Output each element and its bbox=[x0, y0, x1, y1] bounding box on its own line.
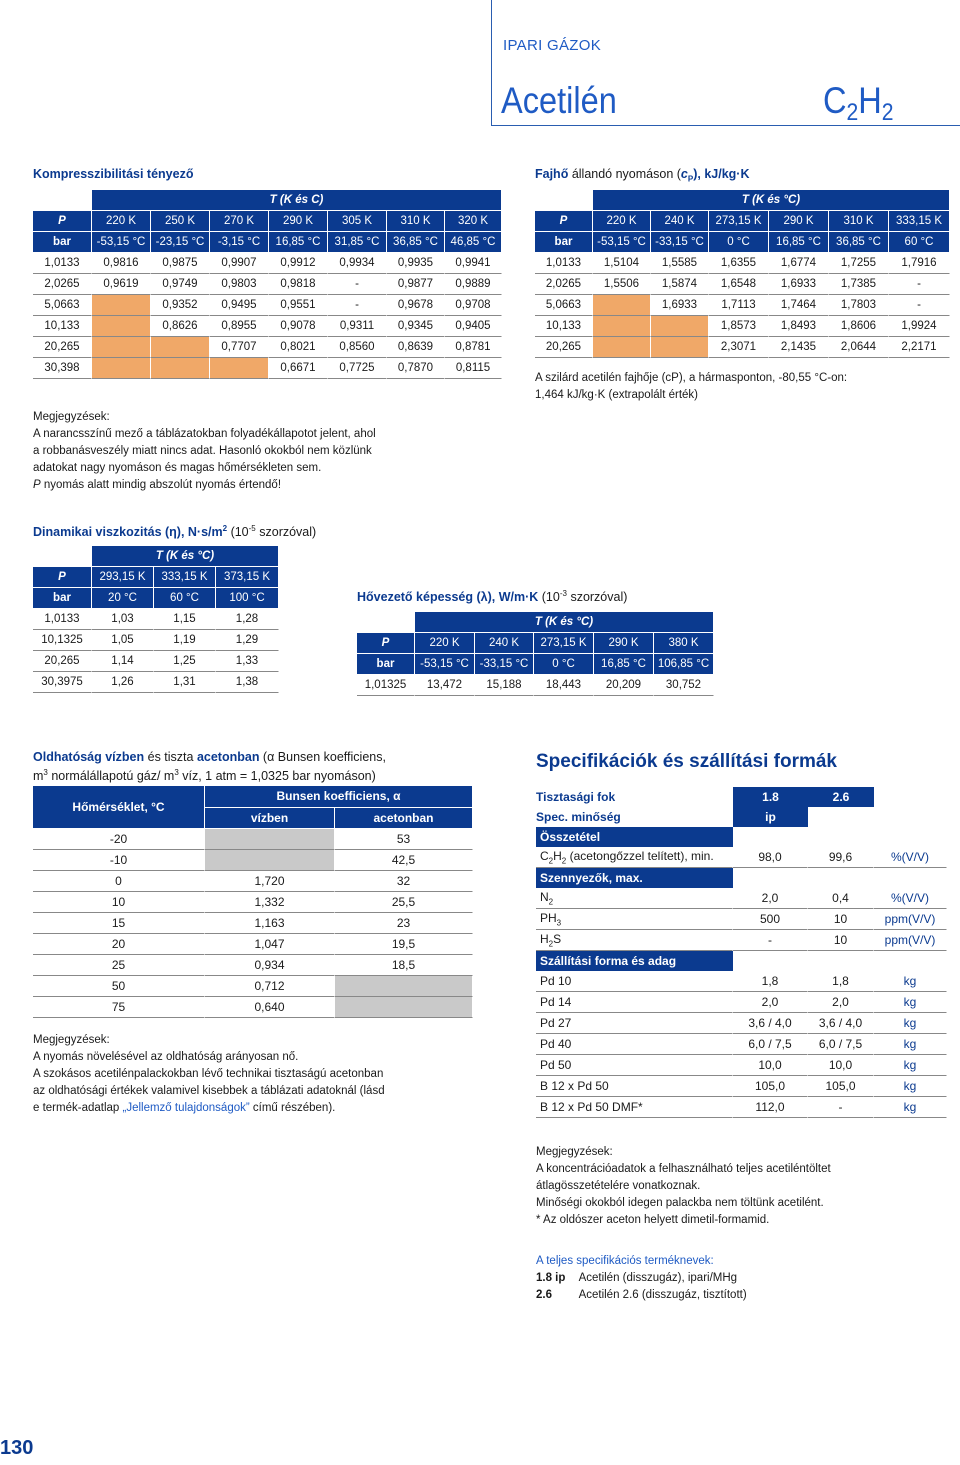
compress-table: T (K és C) P 220 K 250 K 270 K 290 K 305 K 310 K 320 K bar -53,15 °C -23,15 °C -3,15 °C 16,85 °C 31,85 °C 36,85 °C 46,85 °C 1,0133 0,9816 0,9875 0,9907 0,9912 0,9934 0,9935 0,9941 2,0265 0,9619 0,9749 0,9803 0,9818 - 0,9877 0,9889 5,0663 0,9352 0,9495 0,9551 - 0,9678 0,9708 10,133 0,8626 0,8955 0,9078 0,9311 0,9345 0,9405 20,265 0,7707 0,8021 0,8560 0,8639 0,8781 30,398 0,6671 0,7725 0,7870 0,8115 bbox=[33, 190, 502, 379]
table-cell: 10 bbox=[808, 909, 874, 930]
table-row bbox=[33, 316, 502, 337]
table-cell: 0,9941 bbox=[445, 253, 502, 274]
table-cell: 1,8573 bbox=[709, 316, 769, 337]
table-row bbox=[33, 850, 473, 871]
table-cell: 20 bbox=[33, 934, 205, 955]
table-cell: 0,4 bbox=[808, 888, 874, 909]
table-cell: 0,9345 bbox=[387, 316, 445, 337]
table-cell: 1,05 bbox=[92, 630, 154, 651]
table-cell: 30,752 bbox=[654, 675, 714, 696]
table-row bbox=[33, 295, 502, 316]
table-cell: 1,7255 bbox=[829, 253, 889, 274]
table-cell: kg bbox=[874, 1076, 947, 1097]
table-cell: 0,9551 bbox=[269, 295, 328, 316]
table-cell: 0,9749 bbox=[151, 274, 210, 295]
table-cell: 0,8639 bbox=[387, 337, 445, 358]
header-cell: 100 °C bbox=[216, 588, 279, 609]
table-cell: 1,6548 bbox=[709, 274, 769, 295]
table-cell: 50 bbox=[33, 976, 205, 997]
table-cell: -10 bbox=[33, 850, 205, 871]
table-cell: $N_2$ bbox=[536, 888, 733, 909]
table-cell: -20 bbox=[33, 829, 205, 850]
table-row bbox=[536, 992, 947, 1013]
table-row bbox=[33, 976, 473, 997]
table-cell: 1,5104 bbox=[593, 253, 651, 274]
table-cell bbox=[92, 316, 151, 337]
table-cell: 10,1325 bbox=[33, 630, 92, 651]
spec-names: A teljes specifikációs terméknevek: 1.8 ip Acetilén (disszugáz), ipari/MHg 2.6 Acetilén 2.6 (disszugáz, tisztított) bbox=[536, 1255, 747, 1301]
table-cell: 30,3975 bbox=[33, 672, 92, 693]
table-cell: 0,7870 bbox=[387, 358, 445, 379]
table-cell: 0,9818 bbox=[269, 274, 328, 295]
table-cell: 10 bbox=[33, 892, 205, 913]
heat-notes: A szilárd acetilén fajhője (cP), a hármasponton, -80,55 °C-on: 1,464 kJ/kg·K (extrapolált érték) bbox=[535, 372, 848, 401]
header-cell: 290 K bbox=[769, 211, 829, 232]
table-cell: 20,209 bbox=[594, 675, 654, 696]
header-cell: 20 °C bbox=[92, 588, 154, 609]
table-cell: 1,19 bbox=[154, 630, 216, 651]
table-cell: 0,7707 bbox=[210, 337, 269, 358]
table-cell bbox=[92, 358, 151, 379]
table-cell: 1,03 bbox=[92, 609, 154, 630]
table-cell: 10 bbox=[808, 930, 874, 951]
table-row bbox=[536, 1034, 947, 1055]
table-cell: 25 bbox=[33, 955, 205, 976]
table-cell: 1,8 bbox=[733, 971, 808, 992]
table-cell: kg bbox=[874, 1097, 947, 1118]
table-cell bbox=[335, 976, 473, 997]
table-cell: 32 bbox=[335, 871, 473, 892]
table-cell: 2,0 bbox=[733, 992, 808, 1013]
header-cell: 380 K bbox=[654, 633, 714, 654]
table-cell: 42,5 bbox=[335, 850, 473, 871]
table-cell: 1,7113 bbox=[709, 295, 769, 316]
table-cell: 1,0133 bbox=[535, 253, 593, 274]
table-cell: 0,8021 bbox=[269, 337, 328, 358]
header-cell: 0 °C bbox=[709, 232, 769, 253]
compress-t-header: T (K és C) bbox=[92, 190, 502, 211]
header-cell: 273,15 K bbox=[709, 211, 769, 232]
table-row bbox=[535, 295, 950, 316]
table-row bbox=[33, 934, 473, 955]
table-cell: 1,5874 bbox=[651, 274, 709, 295]
header-cell: 220 K bbox=[415, 633, 475, 654]
solub-table: Hőmérséklet, °C Bunsen koefficiens, α vízben acetonban -20 53 -10 42,5 0 1,720 32 10 1,332 25,5 15 1,163 23 20 1,047 19,5 25 0,934 18,5 50 0,712 75 0,640 bbox=[33, 786, 473, 1018]
table-cell: 0,9816 bbox=[92, 253, 151, 274]
table-row bbox=[33, 892, 473, 913]
table-cell: 0,9619 bbox=[92, 274, 151, 295]
table-cell: kg bbox=[874, 1013, 947, 1034]
heat-table: T (K és °C) P 220 K 240 K 273,15 K 290 K 310 K 333,15 K bar -53,15 °C -33,15 °C 0 °C 16,85 °C 36,85 °C 60 °C 1,0133 1,5104 1,5585 1,6355 1,6774 1,7255 1,7916 2,0265 1,5506 1,5874 1,6548 1,6933 1,7385 - 5,0663 1,6933 1,7113 1,7464 1,7803 - 10,133 1,8573 1,8493 1,8606 1,9924 20,265 2,3071 2,1435 2,0644 2,2171 bbox=[535, 190, 950, 358]
header-cell: 373,15 K bbox=[216, 567, 279, 588]
header-cell: -33,15 °C bbox=[651, 232, 709, 253]
table-cell: 0,712 bbox=[205, 976, 335, 997]
table-cell: - bbox=[889, 274, 950, 295]
header-cell: 290 K bbox=[269, 211, 328, 232]
table-cell bbox=[205, 829, 335, 850]
table-cell: 0,9877 bbox=[387, 274, 445, 295]
header-cell: 46,85 °C bbox=[445, 232, 502, 253]
table-cell: 1,047 bbox=[205, 934, 335, 955]
visc-title: Dinamikai viszkozitás (η), $N\cdot s/m^2$ ($10^{-5}$ szorzóval) bbox=[33, 524, 317, 540]
table-cell bbox=[92, 295, 151, 316]
table-cell: 2,2171 bbox=[889, 337, 950, 358]
table-cell: 0,9311 bbox=[328, 316, 387, 337]
table-row bbox=[33, 651, 279, 672]
heat-title: Fajhő állandó nyomáson $(c_P)$, kJ/kg·K bbox=[535, 167, 750, 184]
table-cell: 0,8626 bbox=[151, 316, 210, 337]
header-cell: 16,85 °C bbox=[769, 232, 829, 253]
chemical-formula: $C_2H_2$ bbox=[823, 80, 894, 126]
table-cell bbox=[593, 295, 651, 316]
header-cell: -53,15 °C bbox=[593, 232, 651, 253]
table-cell: 1,6774 bbox=[769, 253, 829, 274]
table-cell bbox=[151, 358, 210, 379]
table-cell: 6,0 / 7,5 bbox=[808, 1034, 874, 1055]
header-cell: 250 K bbox=[151, 211, 210, 232]
table-cell: 20,265 bbox=[33, 337, 92, 358]
header-cell: 16,85 °C bbox=[269, 232, 328, 253]
table-row bbox=[33, 871, 473, 892]
table-cell bbox=[651, 337, 709, 358]
table-cell bbox=[205, 850, 335, 871]
table-cell: 1,9924 bbox=[889, 316, 950, 337]
table-cell: 1,6933 bbox=[651, 295, 709, 316]
table-cell: 1,7464 bbox=[769, 295, 829, 316]
table-cell: 0,6671 bbox=[269, 358, 328, 379]
table-row bbox=[33, 253, 502, 274]
table-cell: 6,0 / 7,5 bbox=[733, 1034, 808, 1055]
table-cell: 1,8606 bbox=[829, 316, 889, 337]
table-cell bbox=[92, 337, 151, 358]
table-cell bbox=[593, 337, 651, 358]
table-cell: 2,0265 bbox=[33, 274, 92, 295]
table-cell: 18,443 bbox=[534, 675, 594, 696]
header-cell: 305 K bbox=[328, 211, 387, 232]
table-cell: 0,7725 bbox=[328, 358, 387, 379]
table-cell bbox=[593, 316, 651, 337]
table-cell: $H_2S$ bbox=[536, 930, 733, 951]
cond-table: T (K és °C) P 220 K 240 K 273,15 K 290 K 380 K bar -53,15 °C -33,15 °C 0 °C 16,85 °C 106,85 °C 1,01325 13,472 15,188 18,443 20,209 30,752 bbox=[357, 612, 714, 696]
table-cell: 10,0 bbox=[733, 1055, 808, 1076]
compress-note-p: nyomás alatt mindig abszolút nyomás értendő! bbox=[40, 479, 282, 491]
table-row bbox=[33, 955, 473, 976]
header-cell: 240 K bbox=[475, 633, 534, 654]
table-cell: 0,9352 bbox=[151, 295, 210, 316]
table-row bbox=[536, 1055, 947, 1076]
table-cell: 0,8781 bbox=[445, 337, 502, 358]
table-cell: 18,5 bbox=[335, 955, 473, 976]
header-cell: -53,15 °C bbox=[415, 654, 475, 675]
table-row bbox=[33, 997, 473, 1018]
table-cell: - bbox=[733, 930, 808, 951]
table-row bbox=[33, 630, 279, 651]
table-cell bbox=[874, 951, 947, 971]
table-cell: ppm(V/V) bbox=[874, 909, 947, 930]
table-cell: kg bbox=[874, 992, 947, 1013]
header-cell: 106,85 °C bbox=[654, 654, 714, 675]
table-row bbox=[536, 971, 947, 992]
spec-title: Specifikációk és szállítási formák bbox=[536, 751, 837, 772]
table-cell: 2,1435 bbox=[769, 337, 829, 358]
header-cell: 333,15 K bbox=[154, 567, 216, 588]
table-cell: 2,0 bbox=[733, 888, 808, 909]
table-cell: 0,9078 bbox=[269, 316, 328, 337]
table-row bbox=[535, 253, 950, 274]
table-cell: - bbox=[808, 1097, 874, 1118]
table-cell: Pd 27 bbox=[536, 1013, 733, 1034]
table-cell: 0,9907 bbox=[210, 253, 269, 274]
table-cell: - bbox=[889, 295, 950, 316]
table-row bbox=[536, 1076, 947, 1097]
table-cell: 5,0663 bbox=[535, 295, 593, 316]
table-cell: 1,7916 bbox=[889, 253, 950, 274]
table-cell: 2,0265 bbox=[535, 274, 593, 295]
table-cell: 0,9405 bbox=[445, 316, 502, 337]
table-cell: 13,472 bbox=[415, 675, 475, 696]
table-cell: 0,9495 bbox=[210, 295, 269, 316]
table-cell bbox=[808, 951, 874, 971]
table-cell: 1,720 bbox=[205, 871, 335, 892]
visc-table: T (K és °C) P 293,15 K 333,15 K 373,15 K bar 20 °C 60 °C 100 °C 1,0133 1,03 1,15 1,28 10,1325 1,05 1,19 1,29 20,265 1,14 1,25 1,33 30,3975 1,26 1,31 1,38 bbox=[33, 546, 279, 693]
table-cell bbox=[651, 316, 709, 337]
table-cell: - bbox=[328, 295, 387, 316]
header-cell: 220 K bbox=[92, 211, 151, 232]
table-cell: 1,0133 bbox=[33, 253, 92, 274]
compress-notes: Megjegyzések: A narancsszínű mező a táblázatokban folyadékállapotot jelent, ahol a robbanásveszély miatt nincs adat. Hasonló okokból nem közlünk adatokat nagy nyomáson és magas hőmérsékleten sem. P nyomás alatt mindig abszolút nyomás értendő! bbox=[33, 411, 376, 491]
table-row bbox=[33, 829, 473, 850]
header-cell: 293,15 K bbox=[92, 567, 154, 588]
table-row bbox=[535, 337, 950, 358]
table-cell: kg bbox=[874, 1034, 947, 1055]
table-cell: 15,188 bbox=[475, 675, 534, 696]
table-cell: 0,9708 bbox=[445, 295, 502, 316]
table-cell: Pd 10 bbox=[536, 971, 733, 992]
table-cell: 1,8493 bbox=[769, 316, 829, 337]
header-cell: 36,85 °C bbox=[387, 232, 445, 253]
header-cell: 220 K bbox=[593, 211, 651, 232]
table-row bbox=[33, 913, 473, 934]
table-cell: 1,26 bbox=[92, 672, 154, 693]
table-cell: 10,133 bbox=[33, 316, 92, 337]
table-cell: 10,0 bbox=[808, 1055, 874, 1076]
table-cell: B 12 x Pd 50 bbox=[536, 1076, 733, 1097]
table-cell: 2,0644 bbox=[829, 337, 889, 358]
table-cell: 0,9934 bbox=[328, 253, 387, 274]
header-cell: -33,15 °C bbox=[475, 654, 534, 675]
table-cell: - bbox=[328, 274, 387, 295]
table-cell: 2,0 bbox=[808, 992, 874, 1013]
table-cell: kg bbox=[874, 971, 947, 992]
delivery-title: Szállítási forma és adag bbox=[536, 951, 733, 971]
header-cell: 60 °C bbox=[154, 588, 216, 609]
table-cell: 20,265 bbox=[33, 651, 92, 672]
table-cell: 1,15 bbox=[154, 609, 216, 630]
table-cell: 0,8955 bbox=[210, 316, 269, 337]
table-row bbox=[536, 930, 947, 951]
table-cell: 1,5585 bbox=[651, 253, 709, 274]
header-cell: 31,85 °C bbox=[328, 232, 387, 253]
header-cell: 0 °C bbox=[534, 654, 594, 675]
table-cell: 1,25 bbox=[154, 651, 216, 672]
header-cell: -23,15 °C bbox=[151, 232, 210, 253]
table-cell bbox=[733, 951, 808, 971]
table-cell: 105,0 bbox=[733, 1076, 808, 1097]
table-row bbox=[33, 609, 279, 630]
table-cell: 1,33 bbox=[216, 651, 279, 672]
table-cell: %(V/V) bbox=[874, 888, 947, 909]
table-cell: 3,6 / 4,0 bbox=[733, 1013, 808, 1034]
table-cell: B 12 x Pd 50 DMF* bbox=[536, 1097, 733, 1118]
header-cell: 320 K bbox=[445, 211, 502, 232]
table-cell: 0,9678 bbox=[387, 295, 445, 316]
table-cell: 1,01325 bbox=[357, 675, 415, 696]
table-cell: 10,133 bbox=[535, 316, 593, 337]
table-cell: 20,265 bbox=[535, 337, 593, 358]
table-cell: 0,934 bbox=[205, 955, 335, 976]
page-number: 130 bbox=[0, 1437, 34, 1459]
table-row bbox=[535, 316, 950, 337]
table-cell: 75 bbox=[33, 997, 205, 1018]
table-cell: 105,0 bbox=[808, 1076, 874, 1097]
table-cell: 1,5506 bbox=[593, 274, 651, 295]
table-cell: 1,29 bbox=[216, 630, 279, 651]
table-cell: Pd 50 bbox=[536, 1055, 733, 1076]
table-cell: 0,8560 bbox=[328, 337, 387, 358]
table-cell: kg bbox=[874, 1055, 947, 1076]
table-cell bbox=[151, 337, 210, 358]
table-cell: 112,0 bbox=[733, 1097, 808, 1118]
table-cell: Pd 14 bbox=[536, 992, 733, 1013]
table-row bbox=[33, 274, 502, 295]
spec-table: Tisztasági fok 1.8 2.6 Spec. minőség ip Összetétel $C_2H_2$ (acetongőzzel telített), min. 98,0 99,6 %(V/V) Szennyezők, max. $N_2$ 2,0 0,4 %(V/V) $PH_3$ 500 10 ppm(V/V) $H_2S$ - 10 ppm(V/V) Szállítási forma és adag Pd 10 1,8 1,8 kg Pd 14 2,0 2,0 kg Pd 27 3,6 / 4,0 3,6 / 4,0 kg Pd 40 6,0 / 7,5 6,0 / 7,5 kg Pd 50 10,0 10,0 kg B 12 x Pd 50 105,0 105,0 kg B 12 x Pd 50 DMF* 112,0 - kg bbox=[536, 787, 947, 1118]
table-cell: 15 bbox=[33, 913, 205, 934]
table-cell bbox=[210, 358, 269, 379]
table-cell: 1,8 bbox=[808, 971, 874, 992]
header-cell: -3,15 °C bbox=[210, 232, 269, 253]
table-cell: 25,5 bbox=[335, 892, 473, 913]
delivery-header bbox=[536, 951, 947, 971]
category-label: IPARI GÁZOK bbox=[503, 37, 602, 54]
table-cell: 500 bbox=[733, 909, 808, 930]
table-cell: 1,332 bbox=[205, 892, 335, 913]
table-cell: 1,163 bbox=[205, 913, 335, 934]
table-cell: 1,14 bbox=[92, 651, 154, 672]
header-cell: 36,85 °C bbox=[829, 232, 889, 253]
table-row bbox=[33, 358, 502, 379]
header-cell: 290 K bbox=[594, 633, 654, 654]
table-cell: 0,9875 bbox=[151, 253, 210, 274]
solub-notes: Megjegyzések: A nyomás növelésével az oldhatóság arányosan nő. A szokásos acetilénpalackokban lévő technikai tisztaságú acetonban az oldhatósági értékek valamivel kisebbek a táblázati adatoknál (lásd e termék-adatlap „Jellemző tulajdonságok” című részében). bbox=[33, 1034, 385, 1114]
table-cell: 30,398 bbox=[33, 358, 92, 379]
table-cell: ppm(V/V) bbox=[874, 930, 947, 951]
table-cell: 1,0133 bbox=[33, 609, 92, 630]
table-row bbox=[33, 672, 279, 693]
solub-title: Oldhatóság vízben és tiszta acetonban (α Bunsen koefficiens, $m^3$ normálállapotú gáz/ $m^3$ víz, 1 atm = 1,0325 bar nyomáson) bbox=[33, 750, 386, 784]
table-cell: 0,640 bbox=[205, 997, 335, 1018]
table-row bbox=[536, 1013, 947, 1034]
table-cell: 53 bbox=[335, 829, 473, 850]
table-cell: 0,8115 bbox=[445, 358, 502, 379]
table-row bbox=[536, 909, 947, 930]
table-cell: 0,9889 bbox=[445, 274, 502, 295]
table-cell: 0 bbox=[33, 871, 205, 892]
header-cell: 310 K bbox=[387, 211, 445, 232]
table-cell: 1,6355 bbox=[709, 253, 769, 274]
header-cell: 270 K bbox=[210, 211, 269, 232]
header-cell: 16,85 °C bbox=[594, 654, 654, 675]
header-cell: -53,15 °C bbox=[92, 232, 151, 253]
table-cell: 1,38 bbox=[216, 672, 279, 693]
table-cell: 5,0663 bbox=[33, 295, 92, 316]
table-cell: 1,7385 bbox=[829, 274, 889, 295]
table-row bbox=[535, 274, 950, 295]
table-cell: 1,7803 bbox=[829, 295, 889, 316]
cond-title: Hővezető képesség (λ), W/m·K ($10^{-3}$ szorzóval) bbox=[357, 589, 628, 605]
table-cell: 2,3071 bbox=[709, 337, 769, 358]
header-cell: 240 K bbox=[651, 211, 709, 232]
table-cell: 0,9935 bbox=[387, 253, 445, 274]
table-cell: $PH_3$ bbox=[536, 909, 733, 930]
product-name: Acetilén bbox=[501, 80, 617, 121]
table-row bbox=[357, 675, 714, 696]
table-row bbox=[536, 888, 947, 909]
header-cell: 60 °C bbox=[889, 232, 950, 253]
spec-notes: Megjegyzések: A koncentrációadatok a felhasználható teljes acetiléntöltet átlagösszetételére vonatkoznak. Minőségi okokból idegen palackba nem töltünk acetilént. * Az oldószer aceton helyett dimetil-formamid. bbox=[536, 1146, 831, 1226]
table-cell bbox=[335, 997, 473, 1018]
table-cell: 1,6933 bbox=[769, 274, 829, 295]
compress-title: Kompresszibilitási tényező bbox=[33, 167, 194, 181]
header-cell: 273,15 K bbox=[534, 633, 594, 654]
table-cell: 1,31 bbox=[154, 672, 216, 693]
table-row bbox=[33, 337, 502, 358]
table-cell: 19,5 bbox=[335, 934, 473, 955]
header-cell: 310 K bbox=[829, 211, 889, 232]
header-cell: 333,15 K bbox=[889, 211, 950, 232]
table-cell: 0,9803 bbox=[210, 274, 269, 295]
table-cell: 3,6 / 4,0 bbox=[808, 1013, 874, 1034]
table-cell: Pd 40 bbox=[536, 1034, 733, 1055]
table-cell: 23 bbox=[335, 913, 473, 934]
table-cell: 0,9912 bbox=[269, 253, 328, 274]
table-row bbox=[536, 1097, 947, 1118]
table-cell: 1,28 bbox=[216, 609, 279, 630]
